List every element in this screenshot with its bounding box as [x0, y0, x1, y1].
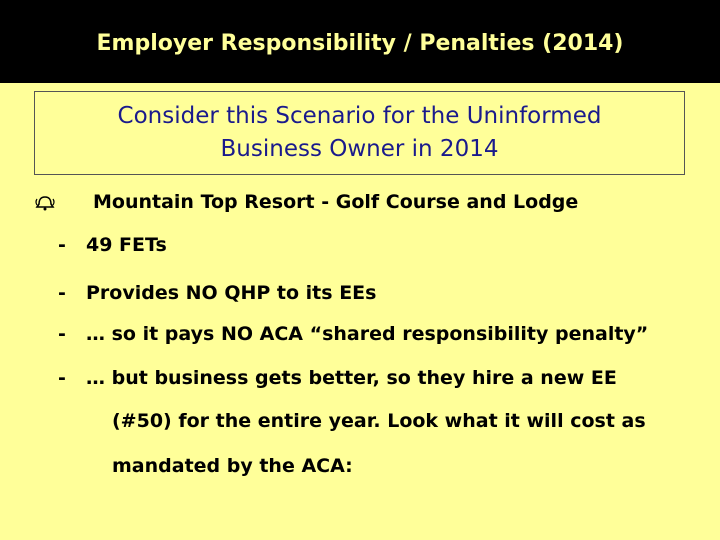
dash-4: - [58, 367, 66, 389]
sub-bullet-3: … so it pays NO ACA “shared responsibility penalty” [86, 323, 649, 345]
dash-2: - [58, 282, 66, 304]
dash-1: - [58, 234, 66, 256]
title-bar [0, 0, 720, 83]
slide-title: Employer Responsibility / Penalties (2014) [96, 31, 624, 56]
scenario-line-1: Consider this Scenario for the Uninformed [117, 103, 602, 129]
continuation-line-1: (#50) for the entire year. Look what it will cost as [112, 410, 646, 432]
sub-bullet-4: … but business gets better, so they hire a new EE [86, 367, 617, 389]
sub-bullet-2: Provides NO QHP to its EEs [86, 282, 377, 304]
sub-bullet-1: 49 FETs [86, 234, 167, 256]
scenario-box [34, 91, 685, 175]
continuation-line-2: mandated by the ACA: [112, 455, 353, 477]
bell-icon [34, 195, 56, 211]
main-bullet: Mountain Top Resort - Golf Course and Lodge [93, 191, 579, 213]
dash-3: - [58, 323, 66, 345]
scenario-line-2: Business Owner in 2014 [220, 136, 499, 162]
